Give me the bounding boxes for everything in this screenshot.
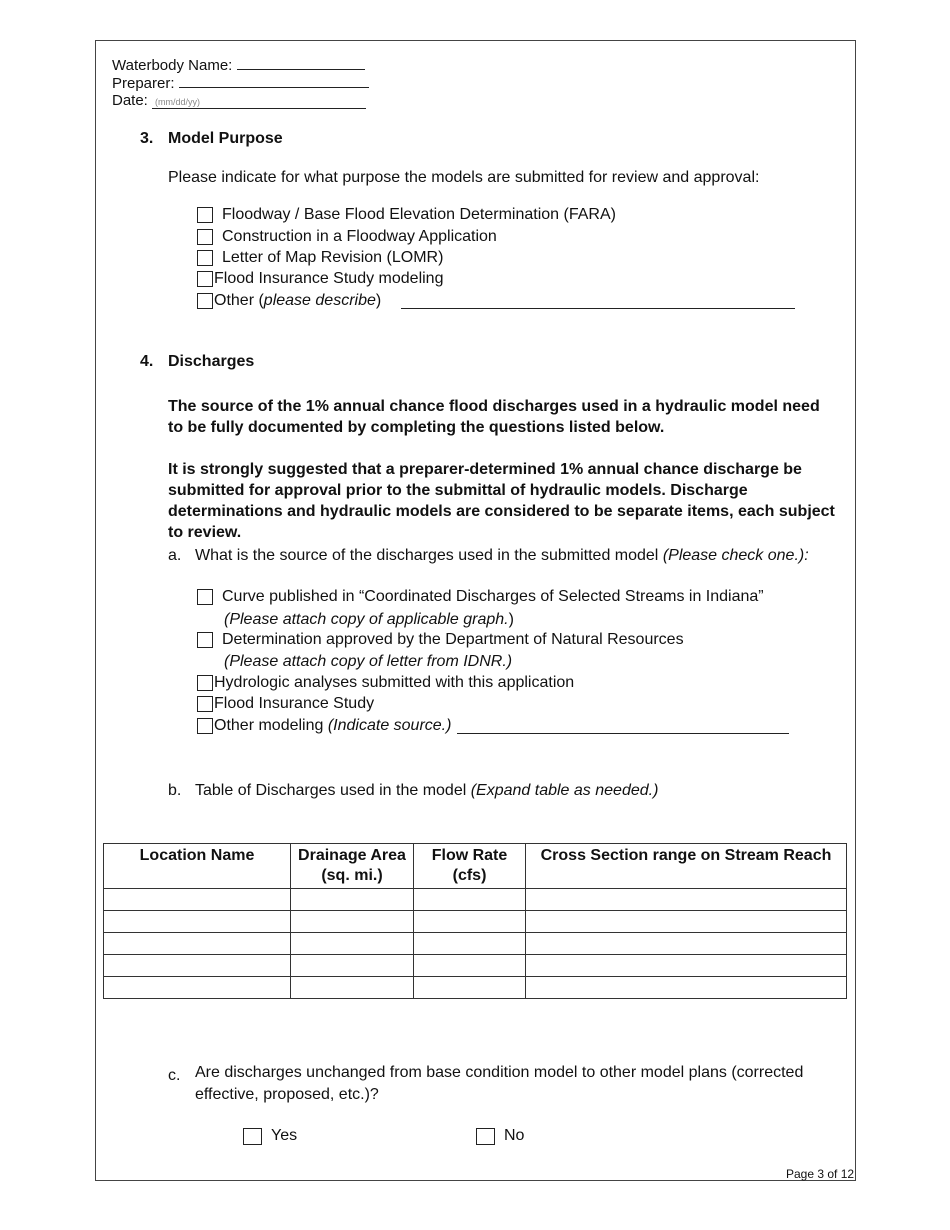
- table-cell[interactable]: [104, 933, 291, 955]
- table-cell[interactable]: [526, 933, 847, 955]
- discharge-source-note: The source of the 1% annual chance flood discharges used in a hydraulic model need to be fully documented by completing the questions listed below.: [168, 398, 820, 436]
- purpose-option-fara[interactable]: [197, 206, 616, 224]
- checkbox[interactable]: [197, 632, 213, 648]
- discharge-table: [103, 843, 847, 999]
- table-cell[interactable]: [291, 977, 414, 999]
- preparer-input[interactable]: [179, 87, 369, 88]
- table-cell[interactable]: [291, 955, 414, 977]
- table-cell[interactable]: [526, 889, 847, 911]
- table-cell[interactable]: [526, 977, 847, 999]
- date-input[interactable]: (mm/dd/yy): [152, 97, 366, 109]
- checkbox[interactable]: [197, 229, 213, 245]
- table-cell[interactable]: [104, 911, 291, 933]
- table-cell[interactable]: [291, 933, 414, 955]
- source-option-fis[interactable]: [197, 695, 374, 713]
- waterbody-name-input[interactable]: [237, 69, 365, 70]
- col-drainage-area: Drainage Area (sq. mi.): [291, 844, 414, 889]
- source-option-dnr[interactable]: [197, 631, 684, 649]
- option-label: Hydrologic analyses submitted with this application: [214, 674, 575, 691]
- table-cell[interactable]: [291, 889, 414, 911]
- option-label: Construction in a Floodway Application: [222, 228, 497, 245]
- source-option-hydrologic[interactable]: [197, 674, 574, 692]
- table-cell[interactable]: [414, 955, 526, 977]
- section-3-number: 3.: [140, 130, 154, 147]
- question-a-letter: a.: [168, 547, 182, 564]
- checkbox[interactable]: [197, 696, 213, 712]
- no-label: No: [504, 1127, 525, 1144]
- section-3-prompt: Please indicate for what purpose the models are submitted for review and approval:: [168, 169, 760, 186]
- question-c-line-2: effective, proposed, etc.)?: [195, 1086, 379, 1103]
- purpose-option-floodway-construction[interactable]: [197, 228, 497, 246]
- checkbox[interactable]: [197, 675, 213, 691]
- checkbox[interactable]: [243, 1128, 262, 1145]
- purpose-option-fis[interactable]: [197, 270, 443, 288]
- checkbox[interactable]: [197, 718, 213, 734]
- question-b-letter: b.: [168, 782, 182, 799]
- answer-yes[interactable]: [243, 1127, 297, 1145]
- preparer-label: Preparer:: [112, 75, 175, 92]
- source-option-dnr-note: (Please attach copy of letter from IDNR.): [224, 653, 513, 670]
- option-label: Other modeling (Indicate source.): [214, 717, 452, 734]
- checkbox[interactable]: [197, 589, 213, 605]
- table-cell[interactable]: [414, 977, 526, 999]
- option-label: Other (please describe): [214, 292, 382, 309]
- table-row: [104, 933, 847, 955]
- table-cell[interactable]: [104, 955, 291, 977]
- table-cell[interactable]: [104, 889, 291, 911]
- table-row: [104, 911, 847, 933]
- option-label: Floodway / Base Flood Elevation Determination (FARA): [222, 206, 616, 223]
- question-c-letter: c.: [168, 1067, 181, 1084]
- checkbox[interactable]: [197, 293, 213, 309]
- checkbox[interactable]: [197, 271, 213, 287]
- section-3-title: Model Purpose: [168, 130, 283, 147]
- date-field[interactable]: [112, 92, 366, 109]
- col-cross-section-range: Cross Section range on Stream Reach: [526, 844, 847, 889]
- other-source-input[interactable]: [457, 719, 789, 734]
- source-option-other[interactable]: [197, 717, 789, 735]
- table-cell[interactable]: [414, 933, 526, 955]
- checkbox[interactable]: [197, 250, 213, 266]
- source-option-curve[interactable]: [197, 588, 764, 606]
- table-row: [104, 955, 847, 977]
- table-row: [104, 889, 847, 911]
- discharge-suggestion-note: It is strongly suggested that a preparer-determined 1% annual chance discharge be submitted for approval prior to the submittal of hydraulic models. Discharge determinations and hydraulic models are considered to be separate items, each subject to review.: [168, 461, 835, 541]
- table-cell[interactable]: [291, 911, 414, 933]
- answer-no[interactable]: [476, 1127, 524, 1145]
- option-label: Letter of Map Revision (LOMR): [222, 249, 444, 266]
- table-cell[interactable]: [526, 955, 847, 977]
- purpose-option-other[interactable]: [197, 292, 795, 310]
- table-cell[interactable]: [526, 911, 847, 933]
- question-a-text: What is the source of the discharges used in the submitted model (Please check one.):: [195, 547, 809, 564]
- option-label: Flood Insurance Study: [214, 695, 375, 712]
- page-number: Page 3 of 12: [786, 1167, 855, 1181]
- table-row: [104, 977, 847, 999]
- table-cell[interactable]: [104, 977, 291, 999]
- preparer-field[interactable]: [112, 75, 369, 92]
- yes-label: Yes: [271, 1127, 298, 1144]
- section-4-title: Discharges: [168, 353, 255, 370]
- checkbox[interactable]: [197, 207, 213, 223]
- option-label: Flood Insurance Study modeling: [214, 270, 444, 287]
- col-location-name: Location Name: [104, 844, 291, 889]
- question-c-line-1: Are discharges unchanged from base condition model to other model plans (corrected: [195, 1064, 804, 1081]
- source-option-curve-note: (Please attach copy of applicable graph.): [224, 611, 514, 628]
- option-label: Determination approved by the Department of Natural Resources: [222, 631, 684, 648]
- waterbody-name-label: Waterbody Name:: [112, 57, 233, 74]
- col-flow-rate: Flow Rate (cfs): [414, 844, 526, 889]
- section-4-number: 4.: [140, 353, 154, 370]
- option-label: Curve published in “Coordinated Discharges of Selected Streams in Indiana”: [222, 588, 764, 605]
- other-purpose-input[interactable]: [401, 294, 795, 309]
- purpose-option-lomr[interactable]: [197, 249, 443, 267]
- waterbody-name-field[interactable]: [112, 57, 365, 74]
- checkbox[interactable]: [476, 1128, 495, 1145]
- question-b-text: Table of Discharges used in the model (Expand table as needed.): [195, 782, 659, 799]
- table-cell[interactable]: [414, 911, 526, 933]
- table-header-row: [104, 844, 847, 889]
- date-label: Date:: [112, 92, 148, 109]
- table-cell[interactable]: [414, 889, 526, 911]
